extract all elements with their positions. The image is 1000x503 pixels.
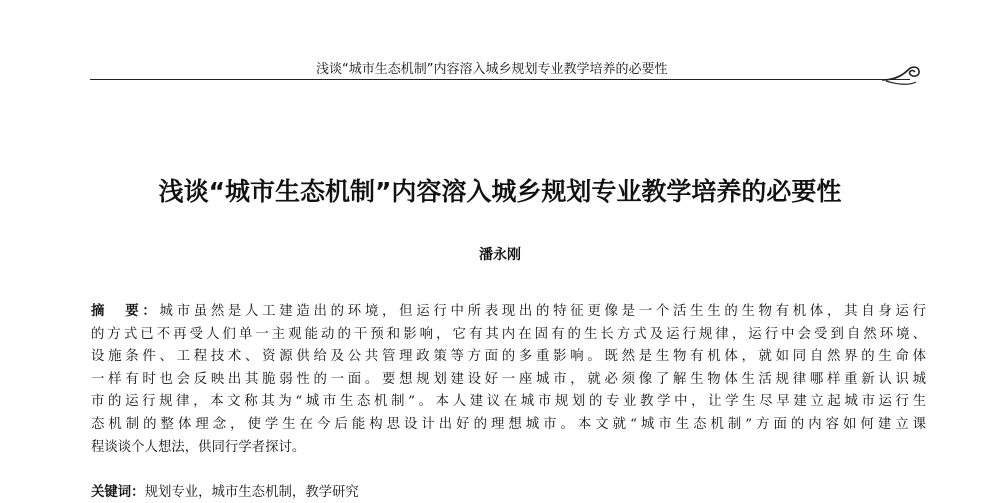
abstract-label: 摘 要： bbox=[91, 304, 160, 319]
abstract-line: 态机制的整体理念，使学生在今后能构思设计出好的理想城市。本文就“城市生态机制”方面的内容如何建立课 bbox=[91, 416, 926, 432]
abstract-line-text: 城市虽然是人工建造出的环境，但运行中所表现出的特征更像是一个活生生的生物有机体，其自身运行 bbox=[159, 304, 926, 319]
header-rule bbox=[90, 79, 910, 80]
author-name: 潘永刚 bbox=[479, 247, 521, 263]
abstract-line: 一样有时也会反映出其脆弱性的一面。要想规划建设好一座城市，就必须像了解生物体生活规律哪样重新认识城 bbox=[91, 371, 926, 387]
article-title: 浅谈“城市生态机制”内容溶入城乡规划专业教学培养的必要性 bbox=[158, 177, 842, 206]
running-header bbox=[0, 58, 1000, 88]
abstract-line: 程谈谈个人想法，供同行学者探讨。 bbox=[91, 439, 306, 455]
keywords bbox=[91, 481, 926, 500]
abstract bbox=[91, 301, 926, 459]
abstract-line: 设施条件、工程技术、资源供给及公共管理政策等方面的多重影响。既然是生物有机体，就如同自然界的生命体 bbox=[91, 349, 926, 365]
running-header-text: 浅谈“城市生态机制”内容溶入城乡规划专业教学培养的必要性 bbox=[316, 62, 668, 77]
abstract-line bbox=[91, 301, 926, 324]
swirl-flourish-icon bbox=[880, 64, 922, 92]
abstract-line: 市的运行规律，本文称其为“城市生态机制”。本人建议在城市规划的专业教学中，让学生尽早建立起城市运行生 bbox=[91, 394, 926, 410]
abstract-line: 的方式已不再受人们单一主观能动的干预和影响，它有其内在固有的生长方式及运行规律，运行中会受到自然环境、 bbox=[91, 326, 926, 342]
keywords-label: 关键词： bbox=[91, 485, 145, 500]
keywords-text: 规划专业，城市生态机制，教学研究 bbox=[144, 485, 359, 500]
